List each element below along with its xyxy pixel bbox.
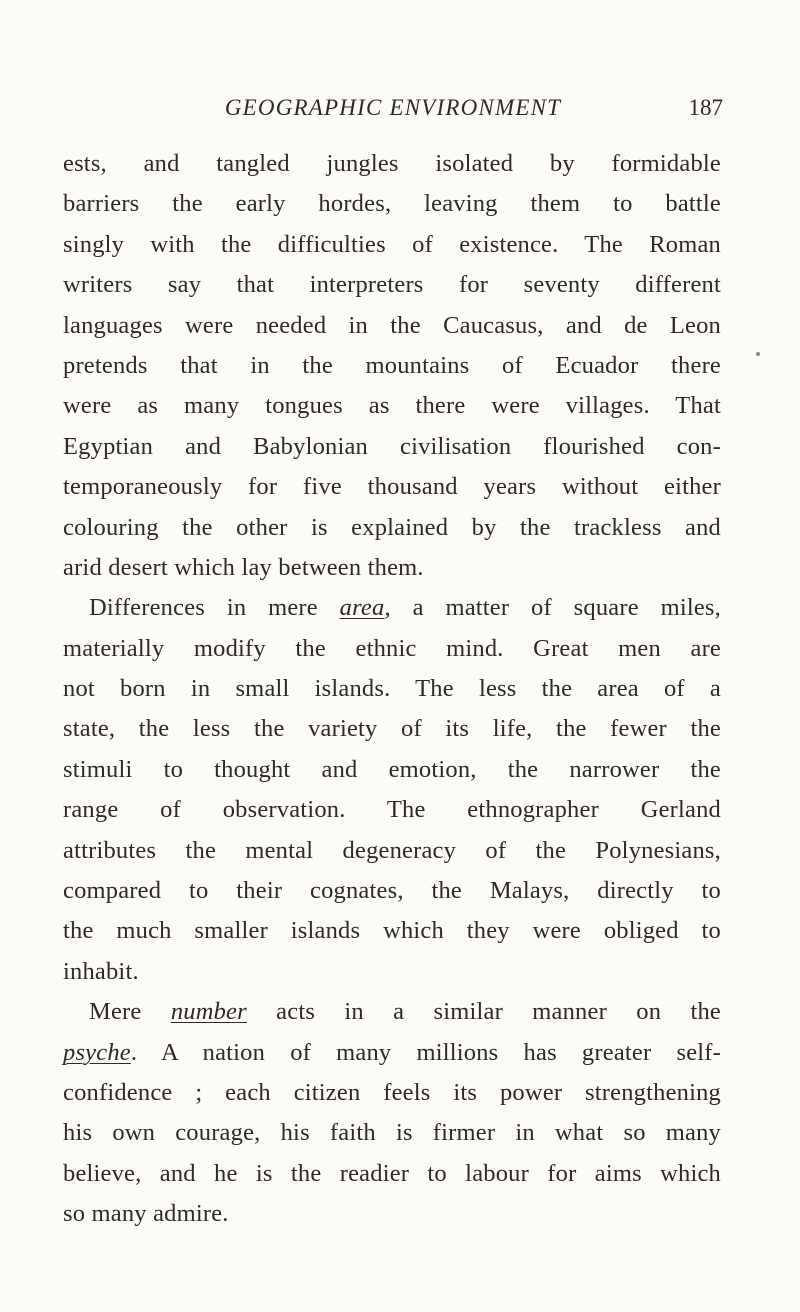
text-line: Egyptian and Babylonian civilisation flourished con- (63, 432, 721, 460)
text-line: the much smaller islands which they were obliged to (63, 917, 721, 945)
text-line: compared to their cognates, the Malays, directly to (63, 877, 721, 905)
text-line: writers say that interpreters for seventy different (63, 271, 721, 299)
emphasis-area: area (339, 594, 385, 622)
text-line: arid desert which lay between them. (63, 553, 424, 581)
text-line (63, 1033, 721, 1073)
text-line: inhabit. (63, 957, 139, 985)
text-run: , a matter of square miles, (384, 594, 721, 622)
text-line: state, the less the variety of its life, the fewer the (63, 715, 721, 743)
text-run: . A nation of many millions has greater self- (130, 1038, 721, 1066)
page-header (63, 88, 723, 128)
text-line (63, 992, 721, 1032)
text-run: acts in a similar manner on the (246, 998, 721, 1026)
text-line: stimuli to thought and emotion, the narrower the (63, 755, 721, 783)
text-line: confidence ; each citizen feels its power strengthening (63, 1078, 721, 1106)
text-line: barriers the early hordes, leaving them to battle (63, 190, 721, 218)
text-line: pretends that in the mountains of Ecuador there (63, 351, 721, 379)
text-line: temporaneously for five thousand years without either (63, 473, 721, 501)
text-line: materially modify the ethnic mind. Great men are (63, 634, 721, 662)
text-run: Differences in mere (89, 594, 340, 622)
text-line: not born in small islands. The less the area of a (63, 675, 721, 703)
text-line: singly with the difficulties of existence. The Roman (63, 230, 721, 258)
text-line: attributes the mental degeneracy of the Polynesians, (63, 836, 721, 864)
text-line: range of observation. The ethnographer Gerland (63, 796, 721, 824)
text-line: his own courage, his faith is firmer in what so many (63, 1119, 721, 1147)
emphasis-psyche: psyche (63, 1038, 131, 1066)
margin-dot-mark (756, 352, 760, 356)
text-line: believe, and he is the readier to labour for aims which (63, 1159, 721, 1187)
text-line: were as many tongues as there were villages. That (63, 392, 721, 420)
text-line: colouring the other is explained by the trackless and (63, 513, 721, 541)
text-line: so many admire. (63, 1200, 229, 1228)
emphasis-number: number (170, 998, 247, 1026)
text-line: ests, and tangled jungles isolated by formidable (63, 150, 721, 177)
running-title: GEOGRAPHIC ENVIRONMENT (224, 95, 562, 120)
text-run: Mere (89, 998, 171, 1026)
body-text (63, 144, 721, 1235)
text-line (63, 588, 721, 628)
page-number: 187 (688, 95, 723, 120)
text-line: languages were needed in the Caucasus, and de Leon (63, 311, 721, 339)
